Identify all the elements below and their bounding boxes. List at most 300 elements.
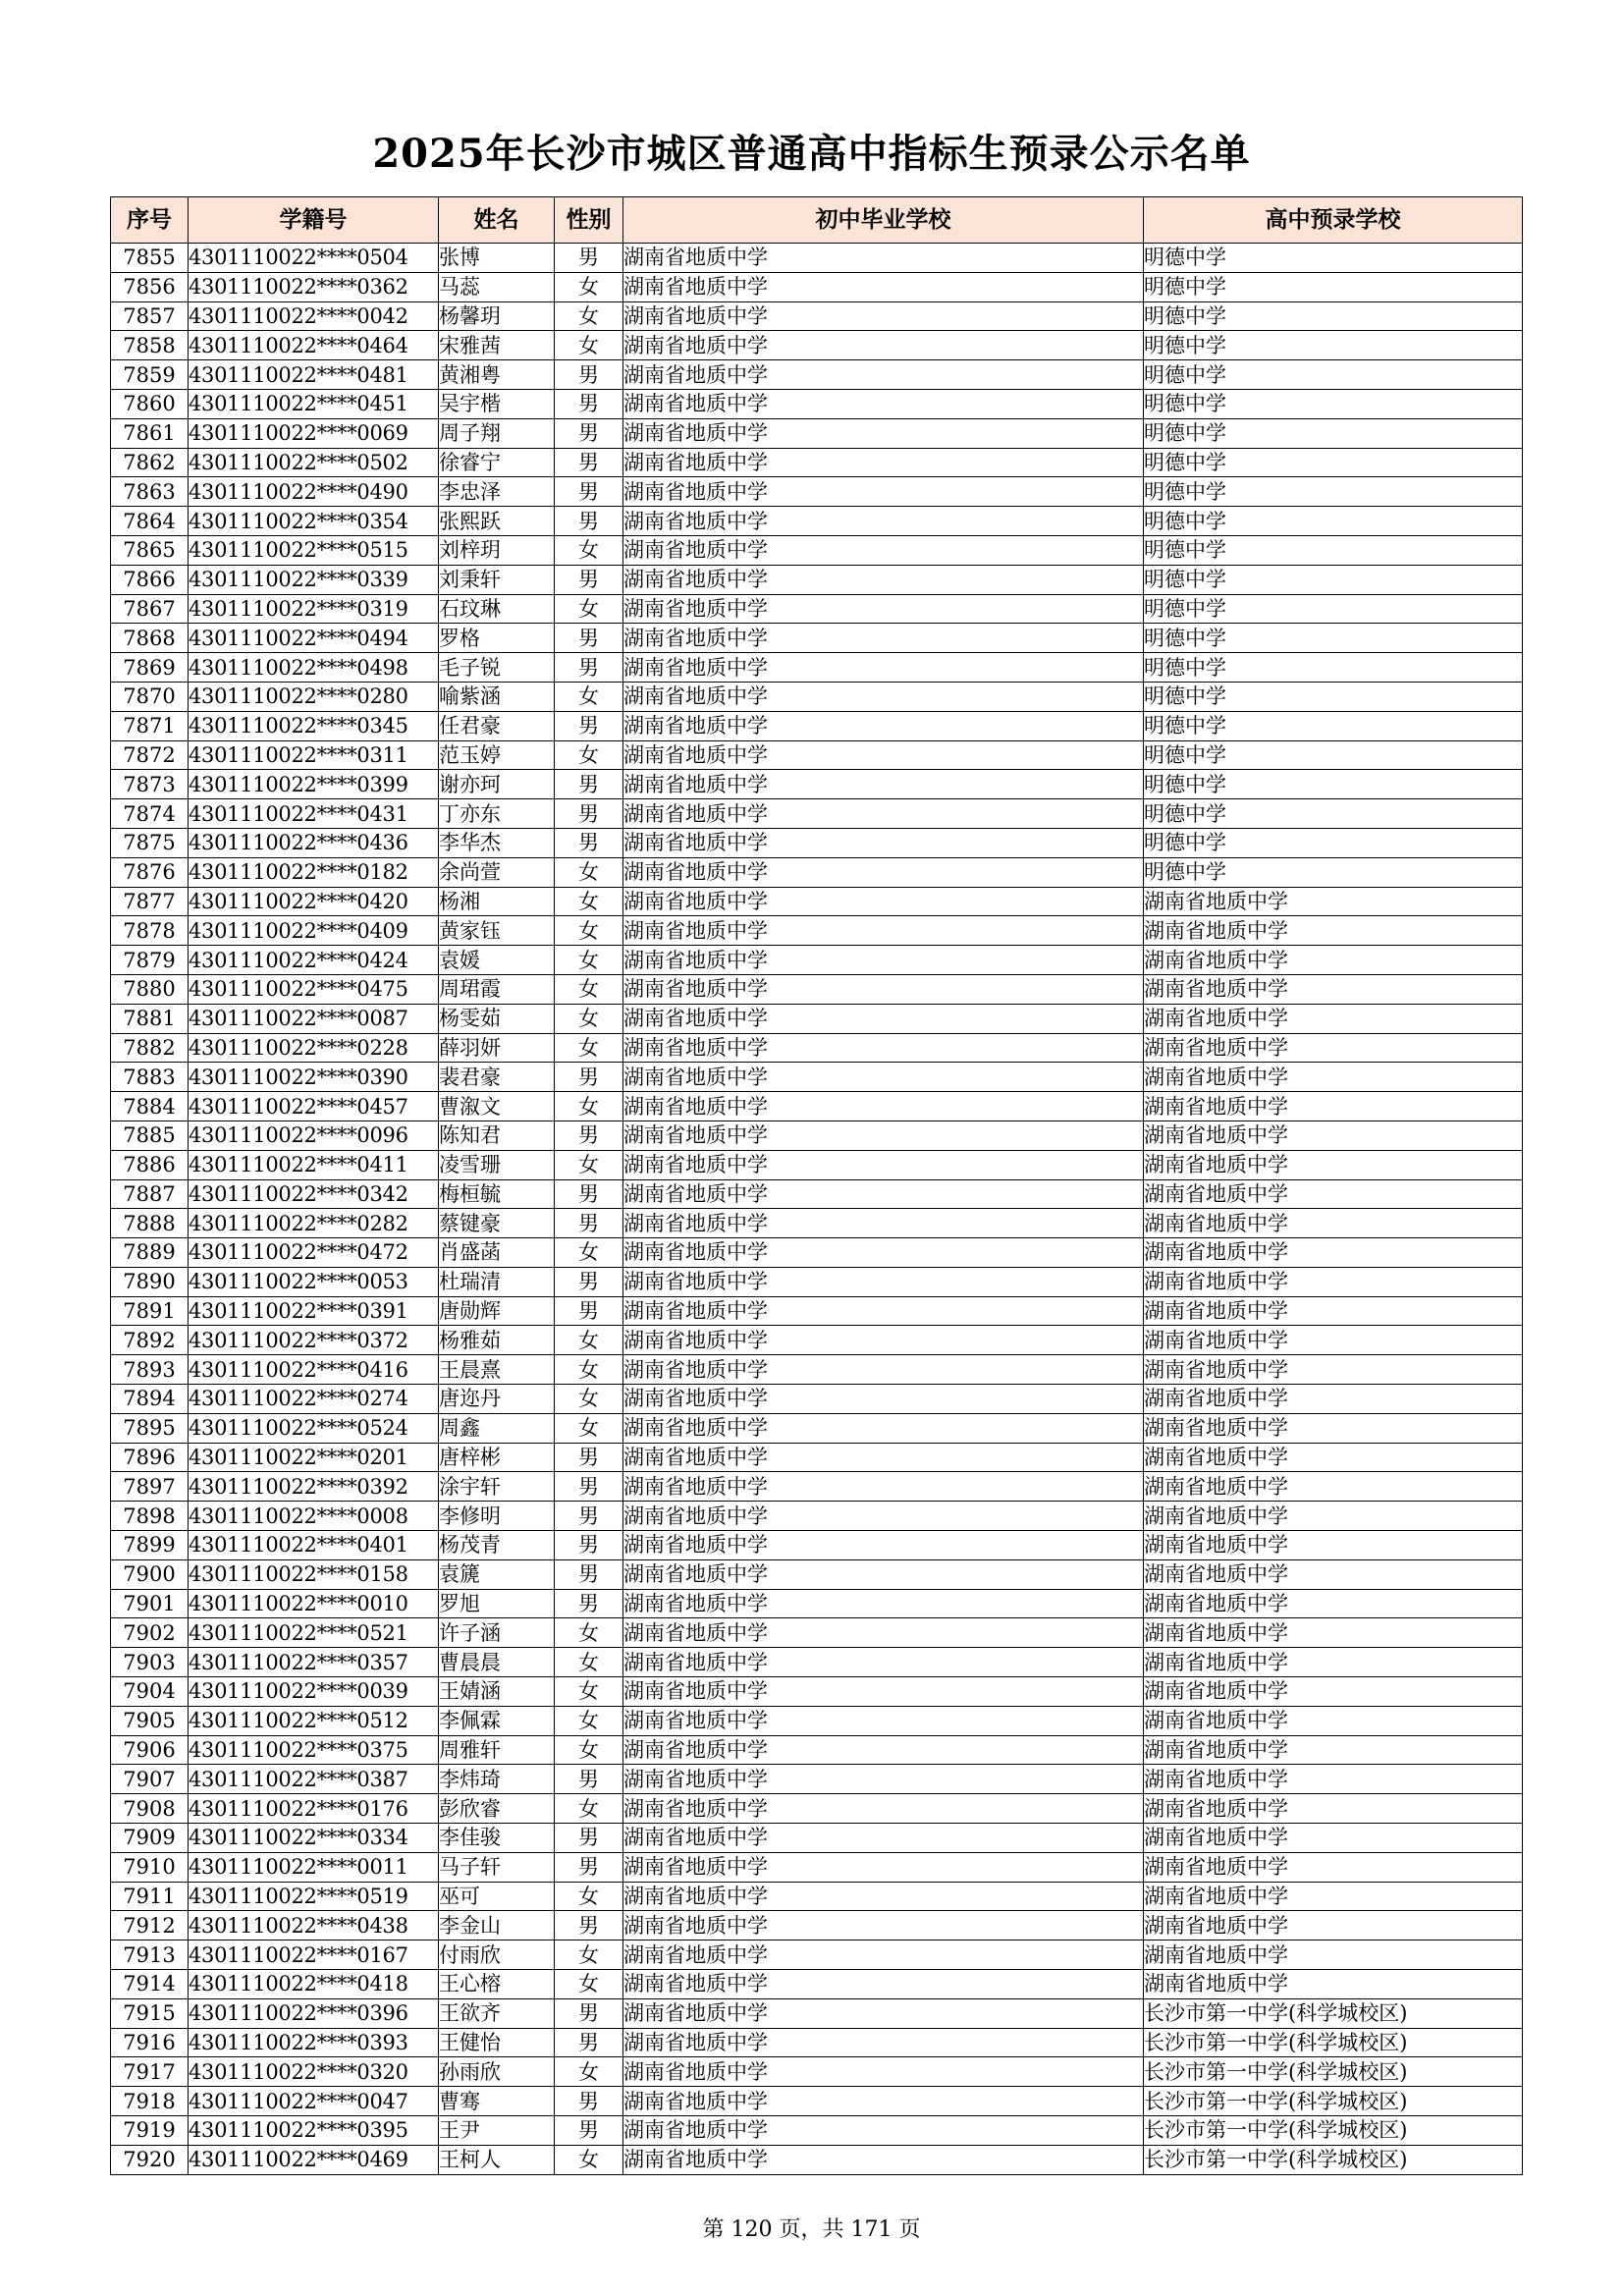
cell-senior-school: 湖南省地质中学: [1144, 1531, 1523, 1560]
table-row: [111, 1413, 1523, 1443]
table-row: [111, 740, 1523, 770]
cell-name: 刘秉轩: [439, 565, 555, 594]
cell-gender: 女: [555, 1648, 623, 1677]
cell-student-id: 4301110022****0372: [189, 1326, 439, 1355]
cell-gender: 男: [555, 1063, 623, 1092]
cell-senior-school: 明德中学: [1144, 799, 1523, 829]
cell-student-id: 4301110022****0464: [189, 331, 439, 360]
cell-seq: 7883: [111, 1063, 189, 1092]
cell-seq: 7903: [111, 1648, 189, 1677]
cell-junior-school: 湖南省地质中学: [623, 1296, 1144, 1326]
cell-junior-school: 湖南省地质中学: [623, 360, 1144, 390]
cell-junior-school: 湖南省地质中学: [623, 1998, 1144, 2028]
cell-student-id: 4301110022****0490: [189, 477, 439, 507]
cell-gender: 男: [555, 1998, 623, 2028]
cell-student-id: 4301110022****0411: [189, 1150, 439, 1179]
cell-gender: 男: [555, 1765, 623, 1794]
cell-senior-school: 明德中学: [1144, 594, 1523, 624]
cell-junior-school: 湖南省地质中学: [623, 244, 1144, 273]
cell-name: 蔡键豪: [439, 1209, 555, 1238]
table-row: [111, 1911, 1523, 1941]
table-row: [111, 1296, 1523, 1326]
cell-student-id: 4301110022****0502: [189, 448, 439, 477]
cell-gender: 男: [555, 711, 623, 740]
cell-student-id: 4301110022****0481: [189, 360, 439, 390]
cell-student-id: 4301110022****0039: [189, 1677, 439, 1707]
cell-gender: 男: [555, 565, 623, 594]
cell-senior-school: 湖南省地质中学: [1144, 1941, 1523, 1970]
cell-junior-school: 湖南省地质中学: [623, 1033, 1144, 1063]
cell-student-id: 4301110022****0342: [189, 1179, 439, 1209]
table-row: [111, 1648, 1523, 1677]
cell-seq: 7887: [111, 1179, 189, 1209]
cell-junior-school: 湖南省地质中学: [623, 565, 1144, 594]
table-row: [111, 799, 1523, 829]
cell-name: 喻紫涵: [439, 682, 555, 711]
cell-senior-school: 湖南省地质中学: [1144, 1677, 1523, 1707]
cell-gender: 女: [555, 1004, 623, 1033]
cell-gender: 女: [555, 1706, 623, 1735]
table-row: [111, 1970, 1523, 1999]
cell-gender: 男: [555, 1911, 623, 1941]
cell-student-id: 4301110022****0524: [189, 1413, 439, 1443]
cell-student-id: 4301110022****0334: [189, 1824, 439, 1853]
cell-gender: 女: [555, 1735, 623, 1765]
cell-senior-school: 湖南省地质中学: [1144, 1326, 1523, 1355]
cell-gender: 女: [555, 1150, 623, 1179]
cell-student-id: 4301110022****0339: [189, 565, 439, 594]
cell-gender: 男: [555, 828, 623, 857]
cell-gender: 男: [555, 653, 623, 683]
cell-student-id: 4301110022****0319: [189, 594, 439, 624]
cell-name: 王欲齐: [439, 1998, 555, 2028]
cell-name: 孙雨欣: [439, 2057, 555, 2087]
cell-junior-school: 湖南省地质中学: [623, 535, 1144, 565]
table-row: [111, 1618, 1523, 1648]
table-row: [111, 682, 1523, 711]
table-row: [111, 1004, 1523, 1033]
cell-student-id: 4301110022****0167: [189, 1941, 439, 1970]
cell-name: 李华杰: [439, 828, 555, 857]
cell-student-id: 4301110022****0362: [189, 272, 439, 301]
cell-gender: 女: [555, 1941, 623, 1970]
cell-junior-school: 湖南省地质中学: [623, 711, 1144, 740]
cell-name: 马蕊: [439, 272, 555, 301]
cell-seq: 7870: [111, 682, 189, 711]
cell-student-id: 4301110022****0182: [189, 857, 439, 887]
cell-junior-school: 湖南省地质中学: [623, 1852, 1144, 1882]
cell-senior-school: 长沙市第一中学(科学城校区): [1144, 2028, 1523, 2057]
table-row: [111, 1033, 1523, 1063]
cell-junior-school: 湖南省地质中学: [623, 1267, 1144, 1296]
cell-senior-school: 明德中学: [1144, 244, 1523, 273]
cell-name: 唐勋辉: [439, 1296, 555, 1326]
cell-senior-school: 湖南省地质中学: [1144, 1472, 1523, 1502]
cell-gender: 男: [555, 1502, 623, 1531]
cell-junior-school: 湖南省地质中学: [623, 2057, 1144, 2087]
cell-gender: 女: [555, 594, 623, 624]
cell-gender: 男: [555, 477, 623, 507]
cell-name: 李佩霖: [439, 1706, 555, 1735]
cell-seq: 7858: [111, 331, 189, 360]
cell-seq: 7876: [111, 857, 189, 887]
cell-student-id: 4301110022****0053: [189, 1267, 439, 1296]
cell-junior-school: 湖南省地质中学: [623, 1179, 1144, 1209]
cell-student-id: 4301110022****0498: [189, 653, 439, 683]
cell-gender: 女: [555, 857, 623, 887]
cell-student-id: 4301110022****0472: [189, 1238, 439, 1268]
cell-name: 宋雅茜: [439, 331, 555, 360]
cell-seq: 7919: [111, 2116, 189, 2146]
cell-junior-school: 湖南省地质中学: [623, 418, 1144, 448]
cell-name: 杨湘: [439, 887, 555, 916]
cell-gender: 女: [555, 1092, 623, 1121]
cell-seq: 7884: [111, 1092, 189, 1121]
table-row: [111, 331, 1523, 360]
cell-senior-school: 湖南省地质中学: [1144, 1735, 1523, 1765]
cell-student-id: 4301110022****0375: [189, 1735, 439, 1765]
cell-gender: 男: [555, 2116, 623, 2146]
cell-student-id: 4301110022****0357: [189, 1648, 439, 1677]
cell-seq: 7860: [111, 389, 189, 418]
cell-junior-school: 湖南省地质中学: [623, 1882, 1144, 1911]
cell-senior-school: 长沙市第一中学(科学城校区): [1144, 2145, 1523, 2174]
cell-senior-school: 湖南省地质中学: [1144, 1385, 1523, 1414]
table-row: [111, 1179, 1523, 1209]
cell-student-id: 4301110022****0399: [189, 770, 439, 799]
cell-seq: 7886: [111, 1150, 189, 1179]
cell-name: 张博: [439, 244, 555, 273]
cell-gender: 女: [555, 682, 623, 711]
cell-seq: 7874: [111, 799, 189, 829]
cell-senior-school: 明德中学: [1144, 624, 1523, 653]
cell-senior-school: 长沙市第一中学(科学城校区): [1144, 2116, 1523, 2146]
table-row: [111, 418, 1523, 448]
cell-name: 梅桓毓: [439, 1179, 555, 1209]
cell-name: 范玉婷: [439, 740, 555, 770]
cell-seq: 7895: [111, 1413, 189, 1443]
col-header-student-id: 学籍号: [189, 197, 439, 244]
cell-senior-school: 明德中学: [1144, 535, 1523, 565]
cell-junior-school: 湖南省地质中学: [623, 887, 1144, 916]
cell-student-id: 4301110022****0512: [189, 1706, 439, 1735]
cell-student-id: 4301110022****0042: [189, 301, 439, 331]
table-row: [111, 1998, 1523, 2028]
table-row: [111, 1502, 1523, 1531]
cell-name: 袁媛: [439, 946, 555, 975]
cell-senior-school: 湖南省地质中学: [1144, 946, 1523, 975]
table-row: [111, 1267, 1523, 1296]
cell-gender: 女: [555, 1413, 623, 1443]
cell-name: 曹晨晨: [439, 1648, 555, 1677]
cell-junior-school: 湖南省地质中学: [623, 799, 1144, 829]
cell-student-id: 4301110022****0416: [189, 1355, 439, 1385]
cell-junior-school: 湖南省地质中学: [623, 1706, 1144, 1735]
cell-student-id: 4301110022****0457: [189, 1092, 439, 1121]
cell-senior-school: 湖南省地质中学: [1144, 1794, 1523, 1824]
cell-senior-school: 明德中学: [1144, 740, 1523, 770]
cell-gender: 男: [555, 1296, 623, 1326]
cell-student-id: 4301110022****0311: [189, 740, 439, 770]
roster-table: [110, 196, 1523, 2175]
table-row: [111, 244, 1523, 273]
table-row: [111, 624, 1523, 653]
table-header-row: [111, 197, 1523, 244]
cell-gender: 女: [555, 272, 623, 301]
cell-student-id: 4301110022****0521: [189, 1618, 439, 1648]
cell-student-id: 4301110022****0391: [189, 1296, 439, 1326]
cell-gender: 女: [555, 301, 623, 331]
cell-gender: 男: [555, 624, 623, 653]
cell-senior-school: 明德中学: [1144, 477, 1523, 507]
cell-student-id: 4301110022****0010: [189, 1589, 439, 1618]
cell-gender: 男: [555, 360, 623, 390]
cell-senior-school: 湖南省地质中学: [1144, 974, 1523, 1004]
cell-seq: 7905: [111, 1706, 189, 1735]
cell-senior-school: 湖南省地质中学: [1144, 1618, 1523, 1648]
table-row: [111, 301, 1523, 331]
cell-senior-school: 湖南省地质中学: [1144, 887, 1523, 916]
cell-student-id: 4301110022****0387: [189, 1765, 439, 1794]
cell-junior-school: 湖南省地质中学: [623, 2145, 1144, 2174]
cell-seq: 7913: [111, 1941, 189, 1970]
cell-junior-school: 湖南省地质中学: [623, 1824, 1144, 1853]
cell-gender: 男: [555, 389, 623, 418]
cell-seq: 7899: [111, 1531, 189, 1560]
cell-junior-school: 湖南省地质中学: [623, 1765, 1144, 1794]
cell-gender: 女: [555, 916, 623, 946]
cell-student-id: 4301110022****0393: [189, 2028, 439, 2057]
cell-senior-school: 明德中学: [1144, 448, 1523, 477]
cell-seq: 7890: [111, 1267, 189, 1296]
cell-name: 李忠泽: [439, 477, 555, 507]
cell-seq: 7866: [111, 565, 189, 594]
cell-seq: 7880: [111, 974, 189, 1004]
table-row: [111, 1150, 1523, 1179]
table-row: [111, 1238, 1523, 1268]
cell-gender: 女: [555, 331, 623, 360]
cell-seq: 7902: [111, 1618, 189, 1648]
cell-senior-school: 湖南省地质中学: [1144, 1882, 1523, 1911]
cell-name: 任君豪: [439, 711, 555, 740]
cell-senior-school: 湖南省地质中学: [1144, 916, 1523, 946]
cell-student-id: 4301110022****0451: [189, 389, 439, 418]
cell-seq: 7894: [111, 1385, 189, 1414]
cell-senior-school: 明德中学: [1144, 653, 1523, 683]
cell-name: 杨雯茹: [439, 1004, 555, 1033]
cell-name: 王婧涵: [439, 1677, 555, 1707]
cell-senior-school: 湖南省地质中学: [1144, 1559, 1523, 1589]
cell-senior-school: 湖南省地质中学: [1144, 1502, 1523, 1531]
cell-senior-school: 明德中学: [1144, 857, 1523, 887]
cell-student-id: 4301110022****0401: [189, 1531, 439, 1560]
cell-name: 徐睿宁: [439, 448, 555, 477]
cell-seq: 7916: [111, 2028, 189, 2057]
cell-gender: 男: [555, 1559, 623, 1589]
cell-junior-school: 湖南省地质中学: [623, 653, 1144, 683]
cell-student-id: 4301110022****0504: [189, 244, 439, 273]
cell-name: 余尚萱: [439, 857, 555, 887]
cell-name: 彭欣睿: [439, 1794, 555, 1824]
cell-junior-school: 湖南省地质中学: [623, 1794, 1144, 1824]
cell-gender: 男: [555, 1531, 623, 1560]
cell-name: 丁亦东: [439, 799, 555, 829]
cell-student-id: 4301110022****0176: [189, 1794, 439, 1824]
cell-junior-school: 湖南省地质中学: [623, 1472, 1144, 1502]
cell-name: 杜瑞清: [439, 1267, 555, 1296]
table-row: [111, 1209, 1523, 1238]
cell-name: 周珺霞: [439, 974, 555, 1004]
cell-name: 唐梓彬: [439, 1443, 555, 1472]
cell-junior-school: 湖南省地质中学: [623, 1326, 1144, 1355]
cell-student-id: 4301110022****0438: [189, 1911, 439, 1941]
table-row: [111, 477, 1523, 507]
cell-seq: 7862: [111, 448, 189, 477]
cell-seq: 7861: [111, 418, 189, 448]
cell-name: 黄湘粤: [439, 360, 555, 390]
cell-senior-school: 明德中学: [1144, 331, 1523, 360]
cell-student-id: 4301110022****0087: [189, 1004, 439, 1033]
cell-student-id: 4301110022****0424: [189, 946, 439, 975]
cell-name: 陈知君: [439, 1121, 555, 1150]
page-footer: 第 120 页，共 171 页: [702, 2217, 921, 2242]
table-row: [111, 1589, 1523, 1618]
table-row: [111, 448, 1523, 477]
cell-junior-school: 湖南省地质中学: [623, 1618, 1144, 1648]
cell-student-id: 4301110022****0201: [189, 1443, 439, 1472]
cell-seq: 7867: [111, 594, 189, 624]
cell-gender: 女: [555, 887, 623, 916]
cell-student-id: 4301110022****0431: [189, 799, 439, 829]
cell-name: 巫可: [439, 1882, 555, 1911]
roster-body: [111, 244, 1523, 2175]
cell-name: 吴宇楷: [439, 389, 555, 418]
cell-senior-school: 湖南省地质中学: [1144, 1355, 1523, 1385]
cell-student-id: 4301110022****0228: [189, 1033, 439, 1063]
cell-student-id: 4301110022****0395: [189, 2116, 439, 2146]
cell-name: 刘梓玥: [439, 535, 555, 565]
cell-junior-school: 湖南省地质中学: [623, 1355, 1144, 1385]
cell-name: 王健怡: [439, 2028, 555, 2057]
cell-seq: 7872: [111, 740, 189, 770]
cell-senior-school: 湖南省地质中学: [1144, 1911, 1523, 1941]
cell-junior-school: 湖南省地质中学: [623, 2116, 1144, 2146]
cell-gender: 男: [555, 418, 623, 448]
cell-gender: 女: [555, 1794, 623, 1824]
cell-junior-school: 湖南省地质中学: [623, 594, 1144, 624]
cell-seq: 7904: [111, 1677, 189, 1707]
table-row: [111, 389, 1523, 418]
cell-gender: 男: [555, 1589, 623, 1618]
cell-senior-school: 湖南省地质中学: [1144, 1004, 1523, 1033]
cell-senior-school: 湖南省地质中学: [1144, 1267, 1523, 1296]
cell-seq: 7920: [111, 2145, 189, 2174]
cell-seq: 7865: [111, 535, 189, 565]
cell-junior-school: 湖南省地质中学: [623, 272, 1144, 301]
table-row: [111, 1824, 1523, 1853]
cell-senior-school: 湖南省地质中学: [1144, 1706, 1523, 1735]
cell-gender: 女: [555, 1238, 623, 1268]
table-row: [111, 887, 1523, 916]
cell-student-id: 4301110022****0436: [189, 828, 439, 857]
cell-junior-school: 湖南省地质中学: [623, 1092, 1144, 1121]
cell-senior-school: 湖南省地质中学: [1144, 1765, 1523, 1794]
cell-junior-school: 湖南省地质中学: [623, 1238, 1144, 1268]
table-row: [111, 946, 1523, 975]
cell-junior-school: 湖南省地质中学: [623, 946, 1144, 975]
cell-junior-school: 湖南省地质中学: [623, 740, 1144, 770]
cell-junior-school: 湖南省地质中学: [623, 1677, 1144, 1707]
cell-junior-school: 湖南省地质中学: [623, 1941, 1144, 1970]
cell-seq: 7892: [111, 1326, 189, 1355]
cell-student-id: 4301110022****0420: [189, 887, 439, 916]
cell-gender: 女: [555, 2145, 623, 2174]
table-row: [111, 1063, 1523, 1092]
cell-gender: 女: [555, 1326, 623, 1355]
table-row: [111, 2116, 1523, 2146]
cell-junior-school: 湖南省地质中学: [623, 770, 1144, 799]
cell-gender: 女: [555, 1355, 623, 1385]
cell-name: 肖盛菡: [439, 1238, 555, 1268]
cell-senior-school: 明德中学: [1144, 711, 1523, 740]
table-row: [111, 1735, 1523, 1765]
table-row: [111, 565, 1523, 594]
cell-student-id: 4301110022****0069: [189, 418, 439, 448]
cell-student-id: 4301110022****0392: [189, 1472, 439, 1502]
cell-name: 周雅轩: [439, 1735, 555, 1765]
cell-student-id: 4301110022****0515: [189, 535, 439, 565]
cell-junior-school: 湖南省地质中学: [623, 1735, 1144, 1765]
cell-seq: 7881: [111, 1004, 189, 1033]
table-row: [111, 2145, 1523, 2174]
cell-senior-school: 湖南省地质中学: [1144, 1824, 1523, 1853]
cell-name: 曹骞: [439, 2087, 555, 2116]
cell-seq: 7855: [111, 244, 189, 273]
cell-seq: 7897: [111, 1472, 189, 1502]
cell-name: 杨雅茹: [439, 1326, 555, 1355]
cell-gender: 女: [555, 1385, 623, 1414]
cell-student-id: 4301110022****0274: [189, 1385, 439, 1414]
cell-seq: 7873: [111, 770, 189, 799]
cell-name: 李修明: [439, 1502, 555, 1531]
cell-seq: 7859: [111, 360, 189, 390]
table-row: [111, 1326, 1523, 1355]
cell-gender: 男: [555, 448, 623, 477]
cell-junior-school: 湖南省地质中学: [623, 916, 1144, 946]
cell-senior-school: 湖南省地质中学: [1144, 1296, 1523, 1326]
cell-seq: 7863: [111, 477, 189, 507]
cell-student-id: 4301110022****0418: [189, 1970, 439, 1999]
cell-junior-school: 湖南省地质中学: [623, 857, 1144, 887]
cell-name: 毛子锐: [439, 653, 555, 683]
cell-junior-school: 湖南省地质中学: [623, 1559, 1144, 1589]
cell-gender: 男: [555, 1824, 623, 1853]
col-header-junior-school: 初中毕业学校: [623, 197, 1144, 244]
cell-name: 周鑫: [439, 1413, 555, 1443]
cell-gender: 男: [555, 1121, 623, 1150]
cell-junior-school: 湖南省地质中学: [623, 2028, 1144, 2057]
cell-senior-school: 湖南省地质中学: [1144, 1033, 1523, 1063]
table-row: [111, 1092, 1523, 1121]
cell-gender: 男: [555, 244, 623, 273]
cell-name: 王柯人: [439, 2145, 555, 2174]
cell-senior-school: 湖南省地质中学: [1144, 1852, 1523, 1882]
cell-name: 裴君豪: [439, 1063, 555, 1092]
cell-junior-school: 湖南省地质中学: [623, 1385, 1144, 1414]
cell-junior-school: 湖南省地质中学: [623, 624, 1144, 653]
cell-gender: 女: [555, 1882, 623, 1911]
cell-seq: 7901: [111, 1589, 189, 1618]
